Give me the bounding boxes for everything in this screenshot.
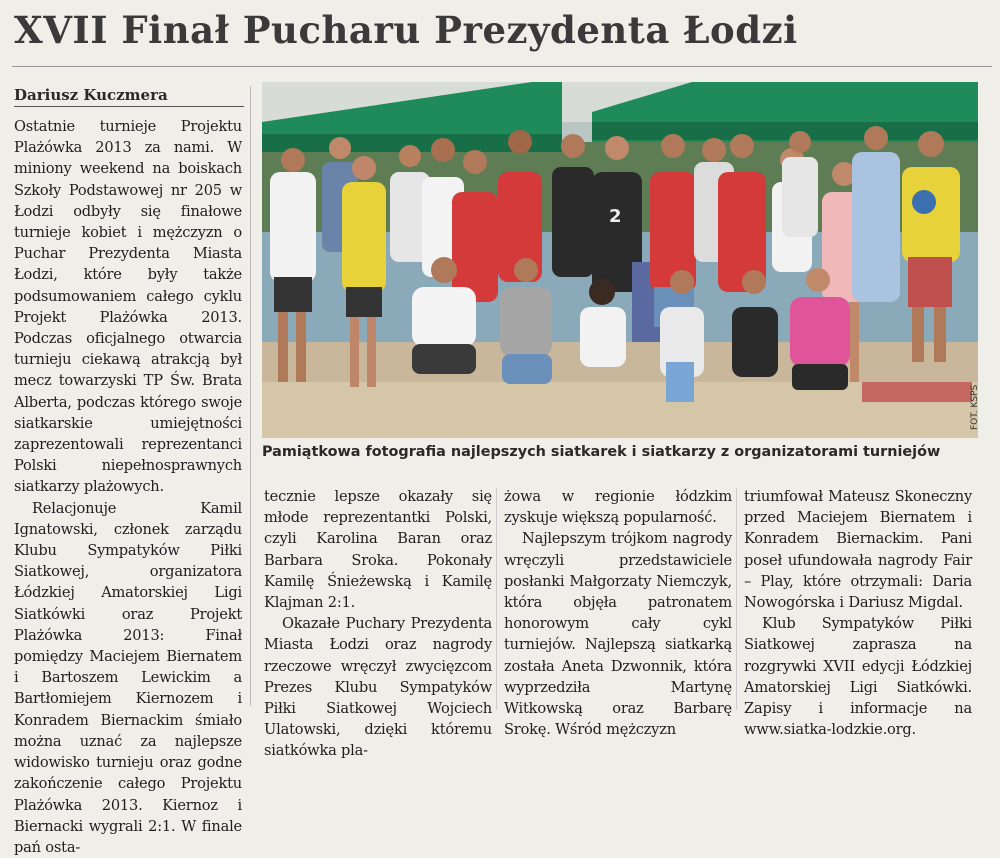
text-column-2 — [264, 486, 492, 762]
paragraph: Okazałe Puchary Prezydenta Miasta Łodzi oraz nagrody rzeczowe wręczył zwycięzcom Prezes Klubu Sympatyków Piłki Siatkowej Wojciech Ulatowski, dzięki któremu siatkówka pla- — [264, 615, 492, 760]
paragraph: Klub Sympatyków Piłki Siatkowej zaprasza na rozgrywki XVII edycji Łódzkiej Amatorskiej Ligi Siatkówki. Zapisy i informacje na www.siatka-lodzkie.org. — [744, 615, 972, 739]
report-paragraph: Relacjonuje Kamil Ignatowski, członek zarządu Klubu Sympatyków Piłki Siatkowej, organizatora Łódzkiej Amatorskiej Ligi Siatkówki oraz Projekt Plażówka 2013: Finał pomiędzy Maciejem Biernatem i Bartoszem Lewickim a Bartłomiejem Kiernozem i Konradem Biernackim śmiało można uznać za najlepsze widowisko turnieju oraz godne zakończenie całego Projektu Plażówka 2013. Kiernoz i Biernacki wygrali 2:1. W finale pań osta- — [14, 499, 242, 856]
group-photo-illustration — [262, 82, 978, 438]
column-divider — [736, 488, 737, 710]
author-byline: Dariusz Kuczmera — [14, 86, 244, 107]
text-column-4 — [744, 486, 972, 740]
photo-credit: FOT. KSPS — [970, 384, 980, 430]
intro-paragraph: Ostatnie turnieje Projektu Plażówka 2013 za nami. W miniony weekend na boiskach Szkoły Podstawowej nr 205 w Łodzi odbyły się finałowe turnieje kobiet i mężczyzn o Puchar Prezydenta Miasta Łodzi, które były także podsumowaniem całego cyklu Projekt Plażówka 2013. Podczas oficjalnego otwarcia turnieju ciekawą atrakcją był mecz towarzyski TP Św. Brata Alberta, podczas którego swoje siatkarskie umiejętności zaprezentowali reprezentanci Polski niepełnosprawnych siatkarzy plażowych. — [14, 118, 242, 496]
group-photo — [262, 82, 978, 438]
paragraph: Najlepszym trójkom nagrody wręczyli przedstawiciele posłanki Małgorzaty Niemczyk, która objęła patronatem honorowym cały cykl turniejów. Najlepszą siatkarką została Aneta Dzwonnik, która wyprzedziła Martynę Witkowską oraz Barbarę Srokę. Wśród mężczyzn — [504, 530, 732, 739]
text-column-1 — [14, 116, 242, 858]
column-divider — [496, 488, 497, 710]
header-rule — [12, 66, 992, 67]
shirt-number: 2 — [609, 206, 622, 227]
paragraph: triumfował Mateusz Skoneczny przed Maciejem Biernatem i Konradem Biernackim. Pani poseł ufundowała nagrody Fair – Play, które otrzymali: Daria Nowogórska i Dariusz Migdal. — [744, 488, 972, 612]
photo-caption: Pamiątkowa fotografia najlepszych siatkarek i siatkarzy z organizatorami turniejów — [262, 444, 941, 460]
article-headline: XVII Finał Pucharu Prezydenta Łodzi — [14, 8, 798, 52]
text-column-3 — [504, 486, 732, 740]
paragraph: żowa w regionie łódzkim zyskuje większą popularność. — [504, 488, 732, 527]
paragraph: tecznie lepsze okazały się młode reprezentantki Polski, czyli Karolina Baran oraz Barbara Sroka. Pokonały Kamilę Śnieżewską i Kamilę Klajman 2:1. — [264, 488, 492, 612]
column-divider — [250, 86, 251, 706]
